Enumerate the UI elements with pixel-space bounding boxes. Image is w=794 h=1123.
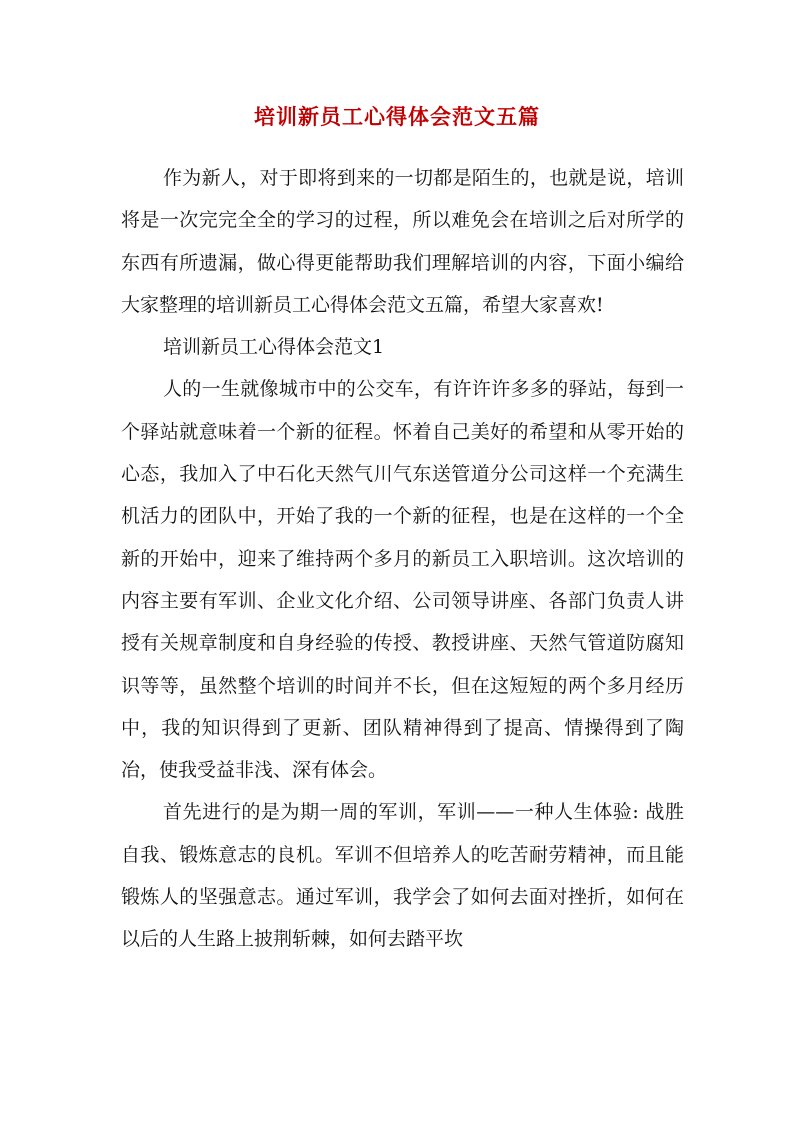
intro-paragraph: 作为新人，对于即将到来的一切都是陌生的，也就是说，培训将是一次完完全全的学习的过程，所以难免会在培训之后对所学的东西有所遗漏，做心得更能帮助我们理解培训的内容，下面小编给大家整理的培训新员工心得体会范文五篇，希望大家喜欢! — [121, 167, 684, 316]
body-paragraph: 人的一生就像城市中的公交车，有许许许多多的驿站，每到一个驿站就意味着一个新的征程。怀着自己美好的希望和从零开始的心态，我加入了中石化天然气川气东送管道分公司这样一个充满生机活力的团队中，开始了我的一个新的征程，也是在这样的一个全新的开始中，迎来了维持两个多月的新员工入职培训。这次培训的内容主要有军训、企业文化介绍、公司领导讲座、各部门负责人讲授有关规章制度和自身经验的传授、教授讲座、天然气管道防腐知识等等，虽然整个培训的时间并不长，但在这短短的两个多月经历中，我的知识得到了更新、团队精神得到了提高、情操得到了陶冶，使我受益非浅、深有体会。 — [121, 378, 684, 782]
body-paragraph: 首先进行的是为期一周的军训，军训——一种人生体验: 战胜自我、锻炼意志的良机。军训不但培养人的吃苦耐劳精神，而且能锻炼人的坚强意志。通过军训，我学会了如何去面对挫折，如何在以后的人生路上披荆斩棘，如何去踏平坎 — [121, 801, 684, 951]
document-title: 培训新员工心得体会范文五篇 — [254, 104, 540, 129]
document-body — [121, 157, 684, 961]
section-heading: 培训新员工心得体会范文1 — [163, 336, 385, 359]
